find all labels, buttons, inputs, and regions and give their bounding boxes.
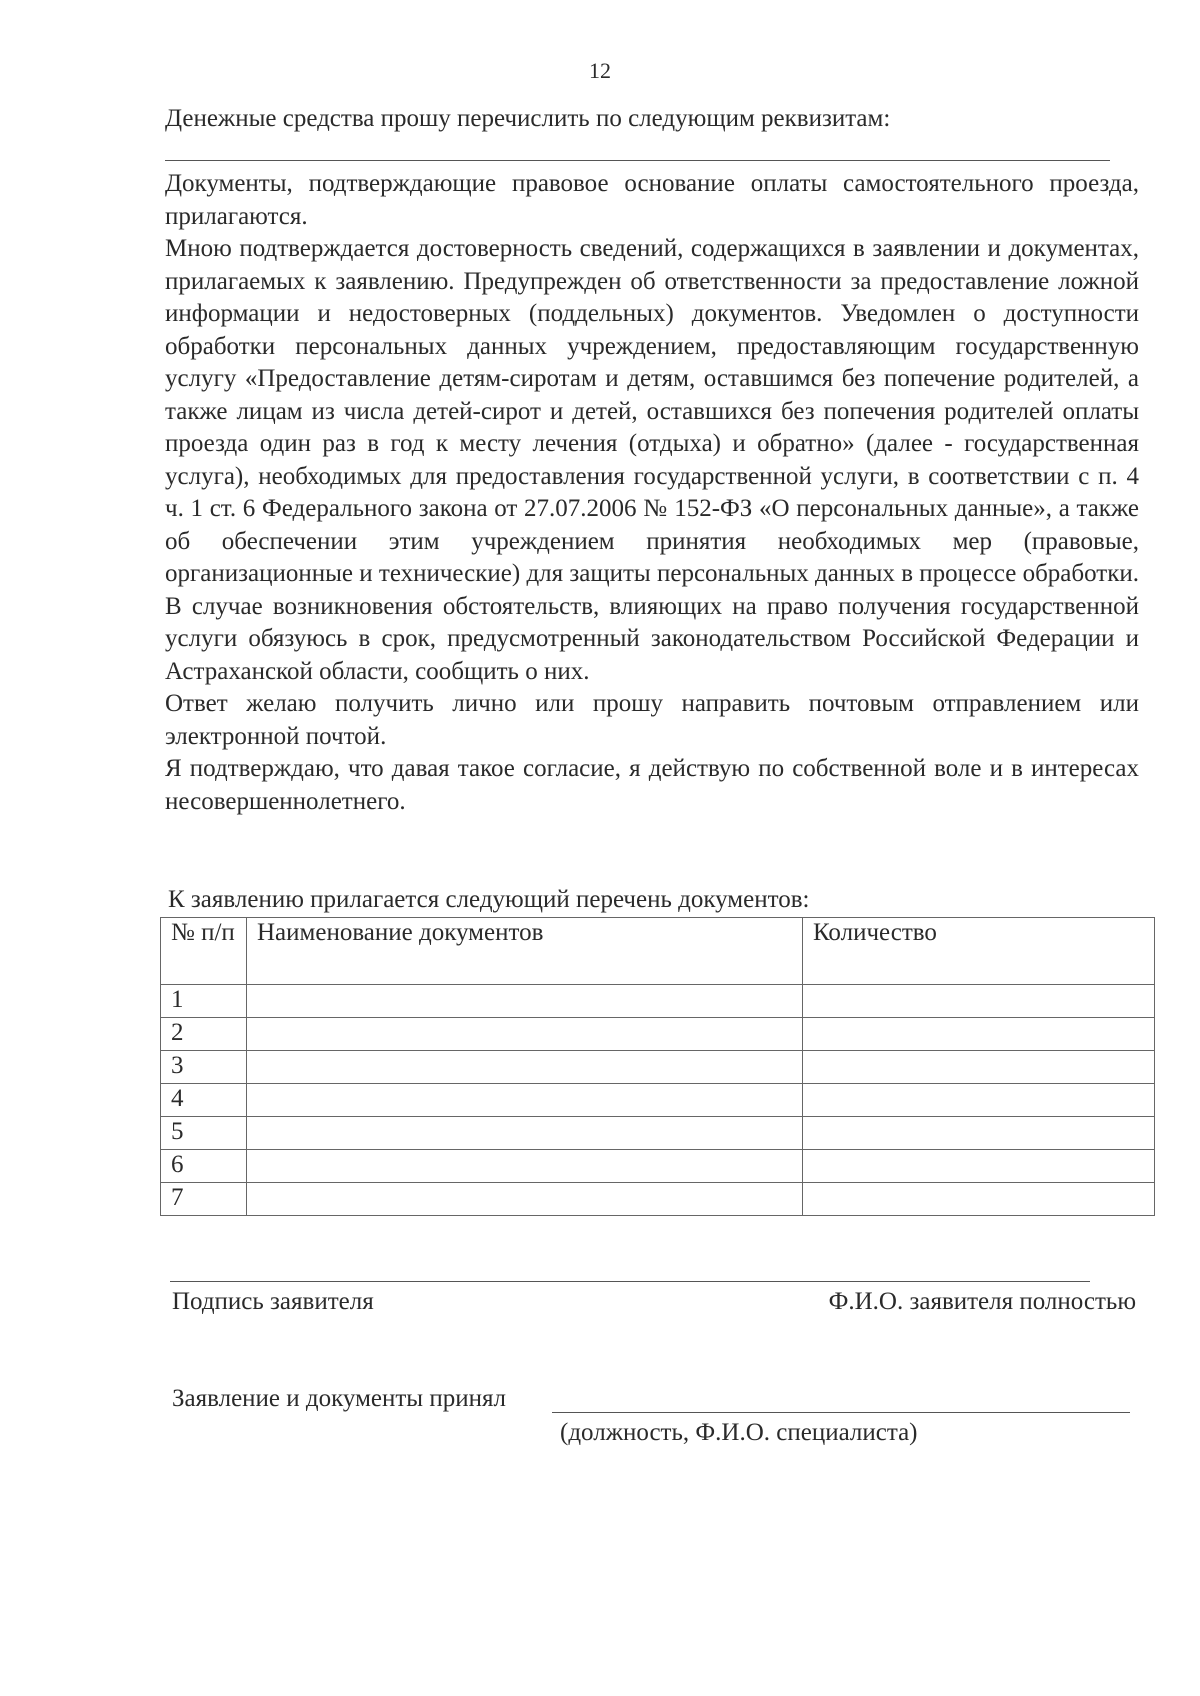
header-num: № п/п	[161, 918, 247, 985]
row-name-cell[interactable]	[247, 1018, 803, 1051]
signature-line[interactable]	[170, 1281, 1090, 1282]
paragraph-response-method: Ответ желаю получить лично или прошу направить почтовым отправлением или электронной почтой.	[165, 690, 1139, 750]
table-row	[161, 985, 1155, 1018]
row-name-cell[interactable]	[247, 985, 803, 1018]
accepted-by-label: Заявление и документы принял	[172, 1385, 506, 1412]
requisites-blank-line	[165, 160, 1110, 161]
row-qty-cell[interactable]	[803, 1183, 1155, 1216]
table-row	[161, 1183, 1155, 1216]
header-qty: Количество	[803, 918, 1155, 985]
row-num: 1	[161, 985, 247, 1018]
row-qty-cell[interactable]	[803, 1018, 1155, 1051]
table-header-row	[161, 918, 1155, 985]
page-number: 12	[589, 58, 611, 83]
requisites-intro: Денежные средства прошу перечислить по следующим реквизитам:	[165, 105, 891, 132]
row-name-cell[interactable]	[247, 1051, 803, 1084]
paragraph-own-will: Я подтверждаю, что давая такое согласие, я действую по собственной воле и в интересах несовершеннолетнего.	[165, 755, 1139, 815]
row-qty-cell[interactable]	[803, 1051, 1155, 1084]
paragraph-documents-attached: Документы, подтверждающие правовое основание оплаты самостоятельного проезда, прилагаются.	[165, 170, 1139, 230]
row-num: 5	[161, 1117, 247, 1150]
table-row	[161, 1150, 1155, 1183]
row-qty-cell[interactable]	[803, 985, 1155, 1018]
row-name-cell[interactable]	[247, 1183, 803, 1216]
documents-table	[160, 917, 1155, 1216]
header-name: Наименование документов	[247, 918, 803, 985]
table-row	[161, 1018, 1155, 1051]
row-num: 4	[161, 1084, 247, 1117]
paragraph-consent: Мною подтверждается достоверность сведений, содержащихся в заявлении и документах, прилагаемых к заявлению. Предупрежден об ответственности за предоставление ложной информации и недостоверных (поддельных) документов. Уведомлен о доступности обработки персональных данных учреждением, предоставляющим государственную услугу «Предоставление детям-сиротам и детям, оставшимся без попечение родителей, а также лицам из числа детей-сирот и детей, оставшихся без попечения родителей оплаты проезда один раз в год к месту лечения (отдыха) и обратно» (далее - государственная услуга), необходимых для предоставления государственной услуги, в соответствии с п. 4 ч. 1 ст. 6 Федерального закона от 27.07.2006 № 152-ФЗ «О персональных данные», а также об обеспечении этим учреждением принятия необходимых мер (правовые, организационные и технические) для защиты персональных данных в процессе обработки. В случае возникновения обстоятельств, влияющих на право получения государственной услуги обязуюсь в срок, предусмотренный законодательством Российской Федерации и Астраханской области, сообщить о них.	[165, 235, 1139, 685]
documents-list-caption: К заявлению прилагается следующий перечень документов:	[168, 886, 810, 913]
accepted-by-line[interactable]	[552, 1412, 1130, 1413]
row-name-cell[interactable]	[247, 1117, 803, 1150]
applicant-name-label: Ф.И.О. заявителя полностью	[828, 1288, 1136, 1315]
row-name-cell[interactable]	[247, 1084, 803, 1117]
table-row	[161, 1051, 1155, 1084]
row-name-cell[interactable]	[247, 1150, 803, 1183]
table-row	[161, 1117, 1155, 1150]
row-num: 7	[161, 1183, 247, 1216]
signature-label: Подпись заявителя	[172, 1288, 374, 1315]
row-num: 2	[161, 1018, 247, 1051]
row-num: 3	[161, 1051, 247, 1084]
body-text	[165, 168, 1139, 818]
row-num: 6	[161, 1150, 247, 1183]
row-qty-cell[interactable]	[803, 1117, 1155, 1150]
row-qty-cell[interactable]	[803, 1084, 1155, 1117]
table-row	[161, 1084, 1155, 1117]
accepted-by-hint: (должность, Ф.И.О. специалиста)	[560, 1419, 918, 1446]
row-qty-cell[interactable]	[803, 1150, 1155, 1183]
